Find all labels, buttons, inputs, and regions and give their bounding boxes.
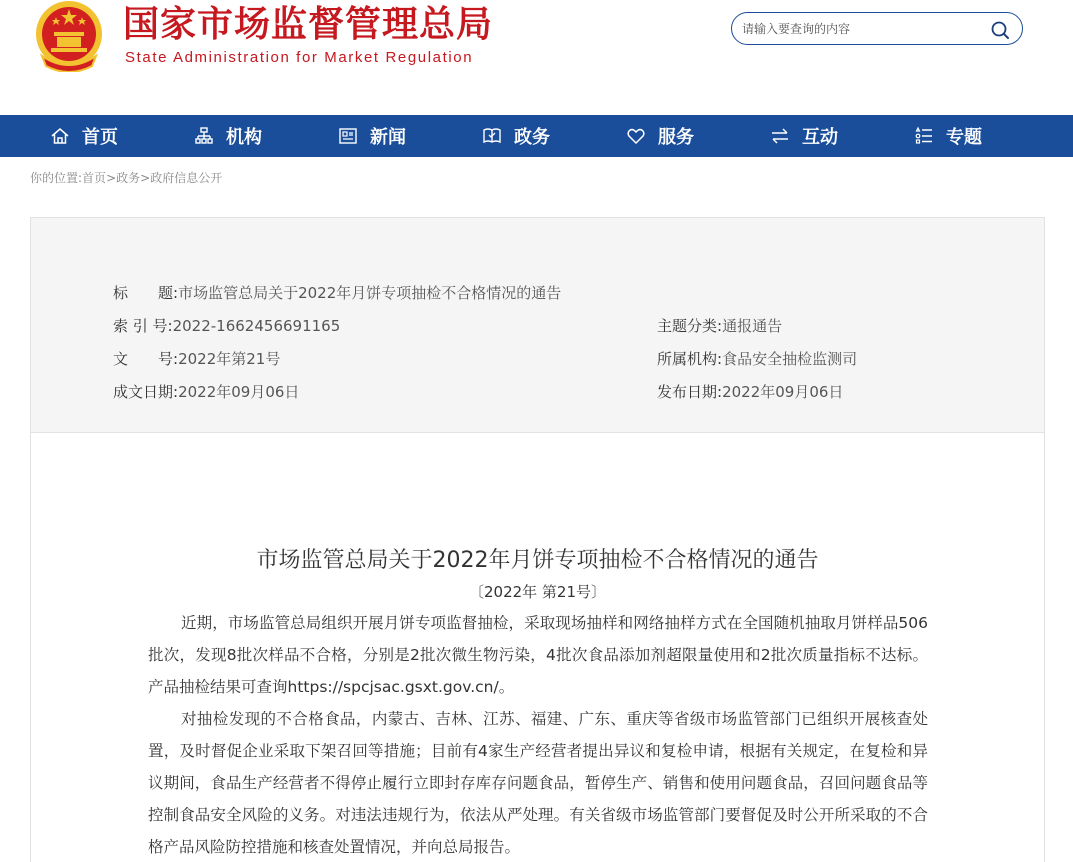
info-title-label: 标 题: xyxy=(113,284,179,302)
info-org-row xyxy=(657,348,857,369)
breadcrumb-separator: > xyxy=(140,171,151,185)
document-info-panel xyxy=(30,217,1045,433)
document-paragraph: 对抽检发现的不合格食品，内蒙古、吉林、江苏、福建、广东、重庆等省级市场监管部门已组织开展核查处置，及时督促企业采取下架召回等措施；目前有4家生产经营者提出异议和复检申请，根据有关规定，在复检和异议期间，食品生产经营者不得停止履行立即封存库存问题食品，暂停生产、销售和使用问题食品，召回问题食品等控制食品安全风险的义务。对违法违规行为，依法从严处理。有关省级市场监管部门要督促及时公开所采取的不合格产品风险防控措施和核查处置情况，并向总局报告。 xyxy=(148,710,928,856)
info-topic-value: 通报通告 xyxy=(722,317,783,335)
breadcrumb-prefix: 你的位置: xyxy=(30,171,83,185)
list-icon xyxy=(914,126,934,146)
nav-item-topics[interactable] xyxy=(914,115,982,157)
info-org-value: 食品安全抽检监测司 xyxy=(722,350,858,368)
info-pubdate-label: 发布日期: xyxy=(657,383,723,401)
info-topic-label: 主题分类: xyxy=(657,317,723,335)
nav-item-interact[interactable] xyxy=(770,115,838,157)
nav-label-home: 首页 xyxy=(82,127,118,148)
nav-item-org[interactable] xyxy=(194,115,262,157)
home-icon xyxy=(50,126,70,146)
site-title-cn[interactable]: 国家市场监督管理总局 xyxy=(123,4,494,45)
search-icon[interactable] xyxy=(990,20,1010,40)
exchange-icon xyxy=(770,126,790,146)
breadcrumb-affairs[interactable]: 政务 xyxy=(116,171,141,185)
document-number: 〔2022年 第21号〕 xyxy=(468,583,607,601)
info-docno-value: 2022年第21号 xyxy=(178,350,281,368)
info-title-row xyxy=(113,282,561,303)
info-index-row xyxy=(113,315,340,336)
breadcrumb-home[interactable]: 首页 xyxy=(82,171,107,185)
nav-label-org: 机构 xyxy=(226,127,262,148)
nav-label-affairs: 政务 xyxy=(514,127,550,148)
nav-item-home[interactable] xyxy=(50,115,118,157)
info-title-value: 市场监管总局关于2022年月饼专项抽检不合格情况的通告 xyxy=(178,284,562,302)
breadcrumb-separator: > xyxy=(106,171,117,185)
info-date-value: 2022年09月06日 xyxy=(178,383,300,401)
book-icon xyxy=(482,126,502,146)
nav-label-service: 服务 xyxy=(658,127,694,148)
document-title: 市场监管总局关于2022年月饼专项抽检不合格情况的通告 xyxy=(256,548,819,573)
site-title-en: State Administration for Market Regulation xyxy=(125,49,474,66)
nav-item-affairs[interactable] xyxy=(482,115,550,157)
org-chart-icon xyxy=(194,126,214,146)
info-index-label: 索 引 号: xyxy=(113,317,173,335)
info-docno-row xyxy=(113,348,280,369)
info-date-row xyxy=(113,381,299,402)
main-nav xyxy=(0,115,1073,157)
document-content xyxy=(30,432,1045,862)
search-box xyxy=(731,12,1023,45)
news-icon xyxy=(338,126,358,146)
nav-item-news[interactable] xyxy=(338,115,406,157)
info-pubdate-value: 2022年09月06日 xyxy=(722,383,844,401)
info-index-value: 2022-1662456691165 xyxy=(172,317,341,335)
site-header xyxy=(0,0,1073,115)
document-paragraph: 近期，市场监管总局组织开展月饼专项监督抽检，采取现场抽样和网络抽样方式在全国随机抽取月饼样品506批次，发现8批次样品不合格，分别是2批次微生物污染，4批次食品添加剂超限量使用和2批次质量指标不达标。产品抽检结果可查询https://spcjsac.gsxt.gov.cn/。 xyxy=(148,614,928,696)
breadcrumb-gov-info[interactable]: 政府信息公开 xyxy=(150,171,223,185)
nav-item-service[interactable] xyxy=(626,115,694,157)
nav-label-interact: 互动 xyxy=(802,127,838,148)
info-date-label: 成文日期: xyxy=(113,383,179,401)
info-topic-row xyxy=(657,315,782,336)
nav-label-news: 新闻 xyxy=(370,127,406,148)
info-pubdate-row xyxy=(657,381,843,402)
info-docno-label: 文 号: xyxy=(113,350,179,368)
heart-icon xyxy=(626,126,646,146)
nav-label-topics: 专题 xyxy=(946,127,982,148)
national-emblem-icon[interactable] xyxy=(34,0,104,72)
search-input[interactable] xyxy=(742,19,982,39)
info-org-label: 所属机构: xyxy=(657,350,723,368)
breadcrumb xyxy=(30,169,222,186)
